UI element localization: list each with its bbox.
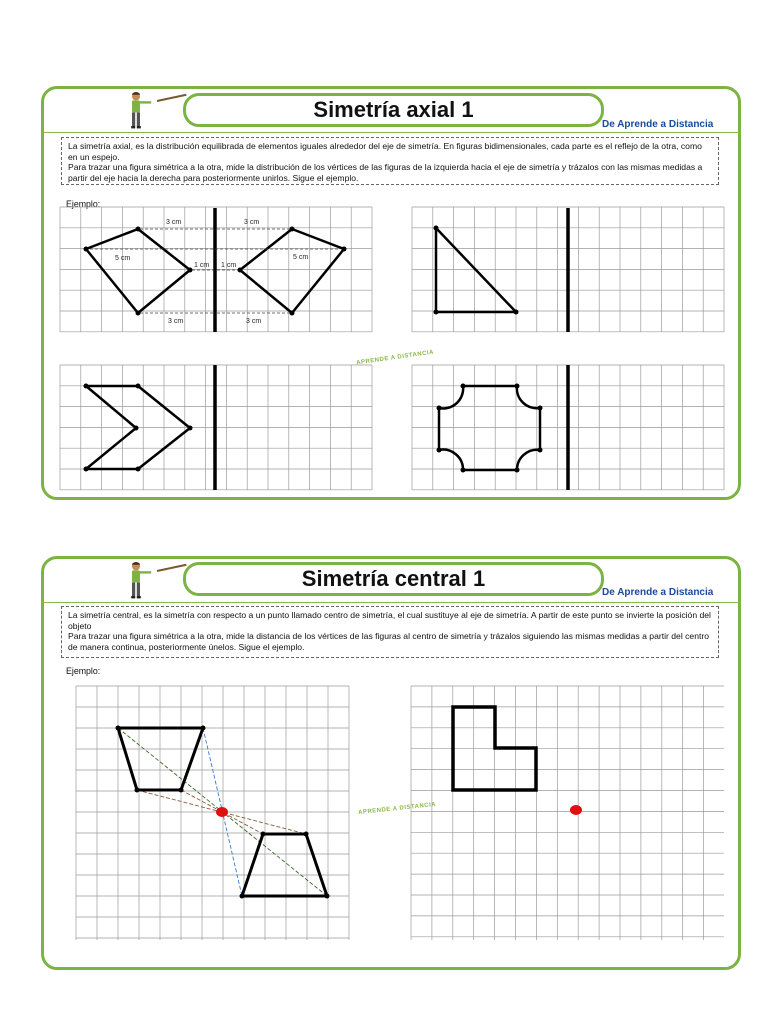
watermark: APRENDE A DISTANCIA — [357, 801, 437, 817]
instructions-paragraph: La simetría central, es la simetría con respecto a un punto llamado centro de simetría, el cual sustituye al eje de simetría. A partir de este punto se invierte la posición del objeto — [68, 610, 711, 631]
worksheet-title: Simetría central 1 — [183, 562, 604, 596]
measure-label: 1 cm — [221, 262, 237, 269]
example-figure-symmetric — [242, 834, 327, 896]
instructions-paragraph: La simetría axial, es la distribución equilibrada de elementos iguales alrededor del eje de simetría. En figuras bidimensionales, cada parte es el reflejo de la otra, como en un espejo. — [68, 141, 702, 162]
instructions-paragraph: Para trazar una figura simétrica a la otra, mide la distancia de los vértices de las figuras al centro de simetría y trázalos siguiendo las mismas medidas a partir del centro de manera continua, posteriormente únelos. Sigue el ejemplo. — [68, 631, 710, 652]
grid-central — [76, 686, 724, 940]
measure-label: 3 cm — [244, 219, 260, 226]
measure-label: 3 cm — [168, 318, 184, 325]
instructions-paragraph: Para trazar una figura simétrica a la otra, mide la distribución de los vértices de las figuras de la izquierda hacia el eje de simetría y trázalos con las mismas medidas a partir del eje hacia la derecha para posteriormente unirlos. Sigue el ejemplo. — [68, 162, 703, 183]
worksheet-title: Simetría axial 1 — [183, 93, 604, 127]
measure-label: 3 cm — [166, 219, 182, 226]
center-point — [570, 805, 582, 815]
example-label: Ejemplo: — [66, 199, 101, 209]
example-figure-original — [118, 728, 203, 790]
brand-label: De Aprende a Distancia — [602, 119, 714, 130]
watermark: APRENDE A DISTANCIA — [355, 349, 435, 367]
measure-label: 1 cm — [194, 262, 210, 269]
measure-label: 5 cm — [115, 255, 131, 262]
measure-label: 5 cm — [293, 254, 309, 261]
center-point — [216, 807, 228, 817]
measure-label: 3 cm — [246, 318, 262, 325]
brand-label: De Aprende a Distancia — [602, 587, 714, 598]
example-label: Ejemplo: — [66, 666, 101, 676]
